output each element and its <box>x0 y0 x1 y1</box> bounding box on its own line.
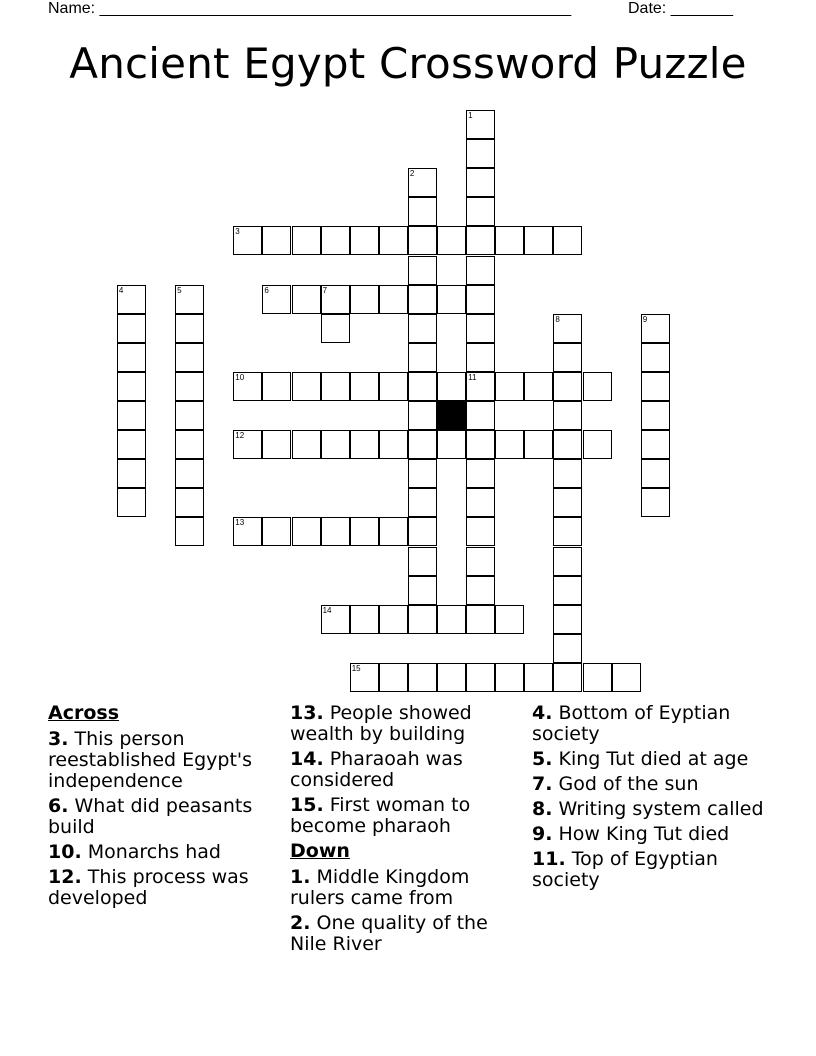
clue-item-text: How King Tut died <box>552 823 730 845</box>
grid-cell[interactable] <box>553 663 582 692</box>
clue-number-label: 2 <box>409 169 415 179</box>
grid-cell[interactable] <box>641 430 670 459</box>
clue-item-text: Middle Kingdom rulers came from <box>290 866 470 909</box>
grid-cell[interactable] <box>583 372 612 401</box>
grid-cell[interactable] <box>466 547 495 576</box>
clue-item <box>290 913 522 955</box>
grid-cell[interactable] <box>466 314 495 343</box>
grid-cell[interactable] <box>408 605 437 634</box>
grid-cell[interactable] <box>408 343 437 372</box>
grid-cell[interactable] <box>350 663 379 692</box>
grid-cell[interactable] <box>262 430 291 459</box>
clue-item-number: 11. <box>532 848 566 870</box>
clues-column-3 <box>532 703 764 895</box>
grid-cell[interactable] <box>262 285 291 314</box>
clue-item-number: 8. <box>532 798 553 820</box>
grid-cell[interactable] <box>379 372 408 401</box>
clue-item <box>532 849 764 891</box>
clue-item-text: Top of Egyptian society <box>532 848 718 891</box>
grid-cell[interactable] <box>466 488 495 517</box>
clue-number-label: 10 <box>235 372 245 382</box>
grid-cell[interactable] <box>117 314 146 343</box>
clue-item <box>532 749 764 770</box>
grid-cell[interactable] <box>321 372 350 401</box>
clue-item <box>290 749 522 791</box>
grid-cell[interactable] <box>583 430 612 459</box>
clue-item-text: This process was developed <box>48 866 249 909</box>
grid-cell[interactable] <box>233 517 262 546</box>
grid-cell[interactable] <box>379 226 408 255</box>
grid-cell[interactable] <box>117 372 146 401</box>
grid-cell[interactable] <box>553 605 582 634</box>
grid-cell[interactable] <box>553 401 582 430</box>
grid-cell[interactable] <box>321 517 350 546</box>
grid-cell[interactable] <box>175 430 204 459</box>
grid-cell[interactable] <box>408 285 437 314</box>
grid-cell[interactable] <box>583 663 612 692</box>
clues-column-1 <box>48 703 280 913</box>
grid-cell[interactable] <box>175 285 204 314</box>
grid-cell[interactable] <box>466 197 495 226</box>
grid-cell[interactable] <box>350 226 379 255</box>
grid-cell[interactable] <box>466 459 495 488</box>
clue-number-label: 4 <box>118 285 124 295</box>
grid-cell[interactable] <box>117 401 146 430</box>
grid-cell[interactable] <box>437 605 466 634</box>
clue-item-number: 2. <box>290 912 311 934</box>
grid-cell[interactable] <box>466 343 495 372</box>
clue-item-number: 7. <box>532 773 553 795</box>
grid-cell[interactable] <box>262 372 291 401</box>
grid-cell[interactable] <box>350 372 379 401</box>
grid-black-cell <box>437 401 466 430</box>
grid-cell[interactable] <box>437 285 466 314</box>
grid-cell[interactable] <box>117 343 146 372</box>
clue-item <box>532 703 764 745</box>
grid-cell[interactable] <box>553 517 582 546</box>
clue-item <box>532 799 764 820</box>
grid-cell[interactable] <box>262 226 291 255</box>
grid-cell[interactable] <box>495 605 524 634</box>
clue-item-text: People showed wealth by building <box>290 702 472 745</box>
grid-cell[interactable] <box>408 168 437 197</box>
clue-item-number: 15. <box>290 794 324 816</box>
grid-cell[interactable] <box>408 663 437 692</box>
grid-cell[interactable] <box>466 576 495 605</box>
grid-cell[interactable] <box>379 285 408 314</box>
grid-cell[interactable] <box>641 488 670 517</box>
clue-item-number: 6. <box>48 795 69 817</box>
clue-number-label: 8 <box>555 314 560 324</box>
grid-cell[interactable] <box>437 372 466 401</box>
grid-cell[interactable] <box>466 256 495 285</box>
grid-cell[interactable] <box>495 372 524 401</box>
grid-cell[interactable] <box>408 547 437 576</box>
grid-cell[interactable] <box>466 430 495 459</box>
clue-item <box>48 842 280 863</box>
down-heading: Down <box>290 840 350 862</box>
grid-cell[interactable] <box>524 372 553 401</box>
grid-cell[interactable] <box>553 430 582 459</box>
grid-cell[interactable] <box>408 314 437 343</box>
grid-cell[interactable] <box>553 459 582 488</box>
clue-number-label: 7 <box>322 285 328 295</box>
grid-cell[interactable] <box>379 605 408 634</box>
grid-cell[interactable] <box>408 430 437 459</box>
clue-number-label: 9 <box>642 314 648 324</box>
clue-item-text: First woman to become pharaoh <box>290 794 471 837</box>
grid-cell[interactable] <box>641 372 670 401</box>
grid-cell[interactable] <box>350 517 379 546</box>
grid-cell[interactable] <box>553 634 582 663</box>
clue-item-text: God of the sun <box>552 773 699 795</box>
clue-item-text: One quality of the Nile River <box>290 912 488 955</box>
grid-cell[interactable] <box>262 517 291 546</box>
grid-cell[interactable] <box>553 343 582 372</box>
clue-number-label: 12 <box>235 431 245 441</box>
clue-number-label: 11 <box>468 372 477 382</box>
grid-cell[interactable] <box>553 226 582 255</box>
grid-cell[interactable] <box>524 430 553 459</box>
grid-cell[interactable] <box>524 226 553 255</box>
grid-cell[interactable] <box>379 663 408 692</box>
grid-cell[interactable] <box>117 285 146 314</box>
grid-cell[interactable] <box>233 430 262 459</box>
grid-cell[interactable] <box>321 226 350 255</box>
grid-cell[interactable] <box>495 430 524 459</box>
clue-item-number: 14. <box>290 748 324 770</box>
grid-cell[interactable] <box>553 576 582 605</box>
clue-item-text: Writing system called <box>552 798 764 820</box>
grid-cell[interactable] <box>466 285 495 314</box>
clue-item-number: 1. <box>290 866 311 888</box>
name-field[interactable]: Name: _____________________________________________________ <box>48 0 572 17</box>
grid-cell[interactable] <box>641 401 670 430</box>
grid-cell[interactable] <box>408 197 437 226</box>
grid-cell[interactable] <box>350 605 379 634</box>
grid-cell[interactable] <box>437 226 466 255</box>
grid-cell[interactable] <box>408 372 437 401</box>
grid-cell[interactable] <box>466 372 495 401</box>
grid-cell[interactable] <box>641 314 670 343</box>
clue-number-label: 1 <box>468 111 473 120</box>
grid-cell[interactable] <box>524 663 553 692</box>
clue-item-text: What did peasants build <box>48 795 253 838</box>
grid-cell[interactable] <box>466 139 495 168</box>
grid-cell[interactable] <box>175 314 204 343</box>
grid-cell[interactable] <box>117 459 146 488</box>
grid-cell[interactable] <box>437 430 466 459</box>
grid-cell[interactable] <box>117 488 146 517</box>
clue-item <box>532 824 764 845</box>
grid-cell[interactable] <box>321 314 350 343</box>
grid-cell[interactable] <box>408 459 437 488</box>
clue-item <box>290 795 522 837</box>
grid-cell[interactable] <box>292 285 321 314</box>
grid-cell[interactable] <box>379 430 408 459</box>
grid-cell[interactable] <box>321 285 350 314</box>
clue-number-label: 6 <box>264 285 269 295</box>
clue-item-text: Bottom of Eyptian society <box>532 702 731 745</box>
grid-cell[interactable] <box>233 226 262 255</box>
grid-cell[interactable] <box>117 430 146 459</box>
grid-cell[interactable] <box>466 110 495 139</box>
grid-cell[interactable] <box>553 314 582 343</box>
grid-cell[interactable] <box>408 576 437 605</box>
grid-cell[interactable] <box>437 663 466 692</box>
grid-cell[interactable] <box>466 226 495 255</box>
grid-cell[interactable] <box>408 488 437 517</box>
clue-number-label: 14 <box>322 605 332 615</box>
date-field[interactable]: Date: _______ <box>628 0 733 17</box>
clue-item <box>290 867 522 909</box>
page-title: Ancient Egypt Crossword Puzzle <box>69 39 747 88</box>
clue-item <box>48 796 280 838</box>
grid-cell[interactable] <box>641 459 670 488</box>
grid-cell[interactable] <box>553 372 582 401</box>
grid-cell[interactable] <box>553 488 582 517</box>
grid-cell[interactable] <box>408 226 437 255</box>
clue-number-label: 5 <box>177 285 182 295</box>
clue-item <box>532 774 764 795</box>
grid-cell[interactable] <box>350 430 379 459</box>
grid-cell[interactable] <box>553 547 582 576</box>
clue-number-label: 13 <box>235 518 245 528</box>
clue-item-number: 13. <box>290 702 324 724</box>
clue-item-number: 4. <box>532 702 553 724</box>
clue-item-text: Pharaoah was considered <box>290 748 463 791</box>
clue-item <box>48 729 280 792</box>
grid-cell[interactable] <box>292 226 321 255</box>
grid-cell[interactable] <box>175 372 204 401</box>
clue-item <box>290 703 522 745</box>
clue-item-text: King Tut died at age <box>552 748 749 770</box>
grid-cell[interactable] <box>641 343 670 372</box>
grid-cell[interactable] <box>175 517 204 546</box>
grid-cell[interactable] <box>321 430 350 459</box>
clue-item-number: 3. <box>48 728 69 750</box>
grid-cell[interactable] <box>292 517 321 546</box>
clues-column-2 <box>290 703 522 959</box>
grid-cell[interactable] <box>466 517 495 546</box>
clue-item-number: 9. <box>532 823 553 845</box>
grid-cell[interactable] <box>379 517 408 546</box>
grid-cell[interactable] <box>612 663 641 692</box>
grid-cell[interactable] <box>495 663 524 692</box>
clue-number-label: 15 <box>351 663 361 673</box>
clue-item-number: 12. <box>48 866 82 888</box>
clue-item <box>48 867 280 909</box>
grid-cell[interactable] <box>408 517 437 546</box>
grid-cell[interactable] <box>408 256 437 285</box>
grid-cell[interactable] <box>466 401 495 430</box>
grid-cell[interactable] <box>292 430 321 459</box>
grid-cell[interactable] <box>408 401 437 430</box>
across-heading: Across <box>48 702 120 724</box>
clue-item-number: 5. <box>532 748 553 770</box>
clue-item-text: This person reestablished Egypt's independence <box>48 728 253 792</box>
grid-cell[interactable] <box>292 372 321 401</box>
grid-cell[interactable] <box>175 459 204 488</box>
clue-item-number: 10. <box>48 841 82 863</box>
clue-item-text: Monarchs had <box>81 841 221 863</box>
grid-cell[interactable] <box>350 285 379 314</box>
grid-cell[interactable] <box>466 168 495 197</box>
grid-cell[interactable] <box>175 343 204 372</box>
grid-cell[interactable] <box>175 488 204 517</box>
clue-number-label: 3 <box>235 227 240 237</box>
grid-cell[interactable] <box>321 605 350 634</box>
grid-cell[interactable] <box>175 401 204 430</box>
grid-cell[interactable] <box>495 226 524 255</box>
grid-cell[interactable] <box>466 663 495 692</box>
grid-cell[interactable] <box>466 605 495 634</box>
grid-cell[interactable] <box>233 372 262 401</box>
